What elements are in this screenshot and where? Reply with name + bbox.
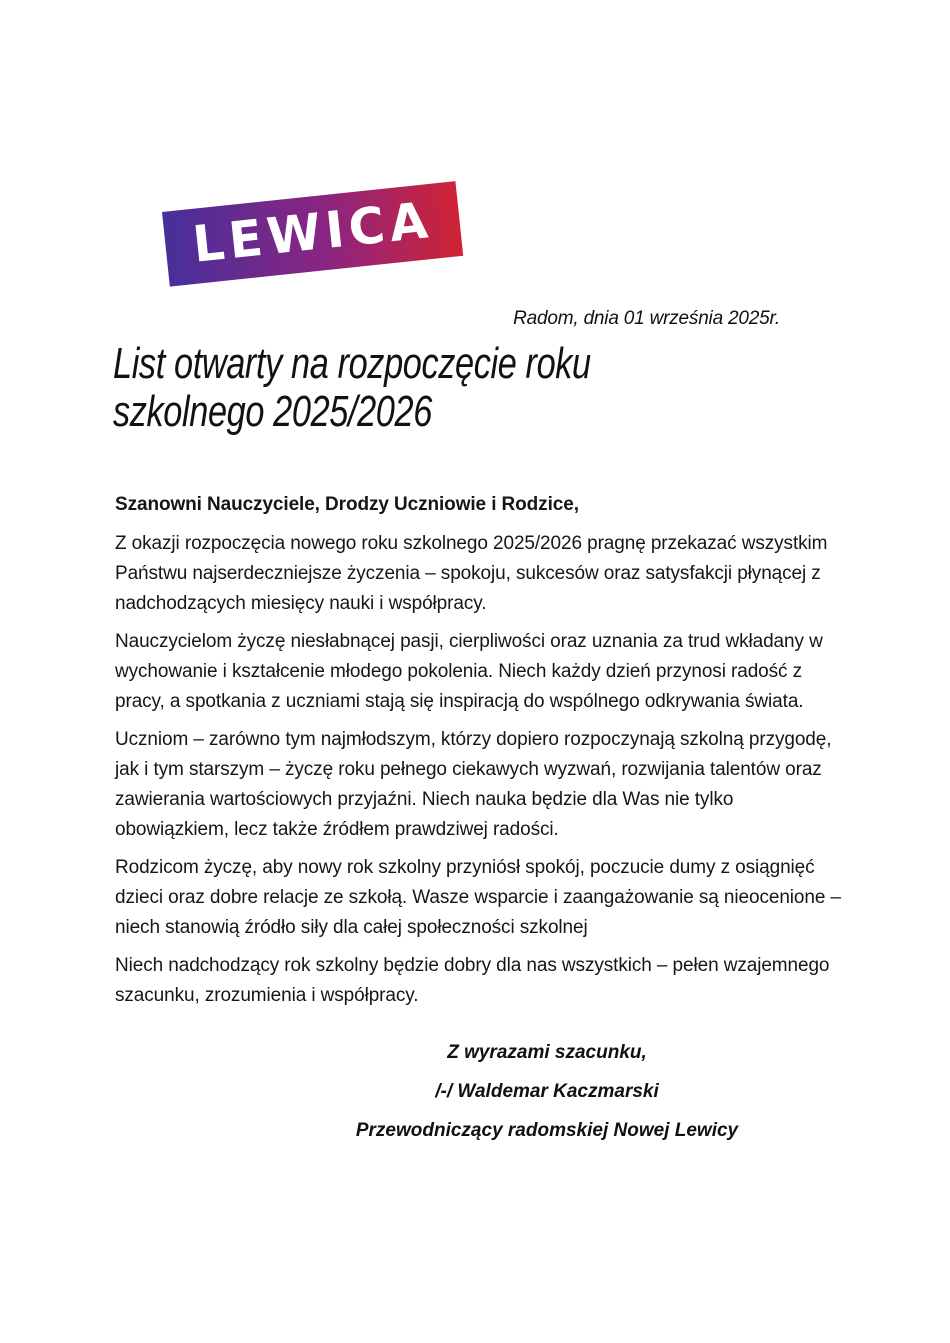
page-title: List otwarty na rozpoczęcie roku szkolnego 2025/2026: [113, 339, 591, 436]
greeting-line: Szanowni Nauczyciele, Drodzy Uczniowie i Rodzice,: [115, 494, 579, 515]
letter-body: [115, 490, 847, 1019]
lewica-logo-text: LEWICA: [189, 190, 435, 274]
paragraph-1: Z okazji rozpoczęcia nowego roku szkolnego 2025/2026 pragnę przekazać wszystkim Państwu najserdeczniejsze życzenia – spokoju, sukcesów oraz satysfakcji płynącej z nadchodzących miesięcy nauki i współpracy.: [115, 533, 828, 614]
paragraph-4: Rodzicom życzę, aby nowy rok szkolny przyniósł spokój, poczucie dumy z osiągnięć dzieci oraz dobre relacje ze szkołą. Wasze wsparcie i zaangażowanie są nieocenione – niech stanowią źródło siły dla całej społeczności szkolnej: [115, 857, 841, 938]
signature-block: [247, 1038, 847, 1155]
lewica-logo: [162, 181, 463, 286]
signature-role: Przewodniczący radomskiej Nowej Lewicy: [355, 1120, 739, 1141]
dateline: Radom, dnia 01 września 2025r.: [513, 308, 780, 329]
paragraph-2: Nauczycielom życzę niesłabnącej pasji, cierpliwości oraz uznania za trud wkładany w wychowanie i kształcenie młodego pokolenia. Niech każdy dzień przynosi radość z pracy, a spotkania z uczniami stają się inspiracją do wspólnego odkrywania świata.: [115, 631, 823, 712]
paragraph-3: Uczniom – zarówno tym najmłodszym, którzy dopiero rozpoczynają szkolną przygodę, jak i tym starszym – życzę roku pełnego ciekawych wyzwań, rozwijania talentów oraz zawierania wartościowych przyjaźni. Niech nauka będzie dla Was nie tylko obowiązkiem, lecz także źródłem prawdziwej radości.: [115, 729, 832, 840]
paragraph-5: Niech nadchodzący rok szkolny będzie dobry dla nas wszystkich – pełen wzajemnego szacunku, zrozumienia i współpracy.: [115, 955, 830, 1006]
signature-closing: Z wyrazami szacunku,: [447, 1042, 647, 1063]
signature-name: /-/ Waldemar Kaczmarski: [435, 1081, 659, 1102]
